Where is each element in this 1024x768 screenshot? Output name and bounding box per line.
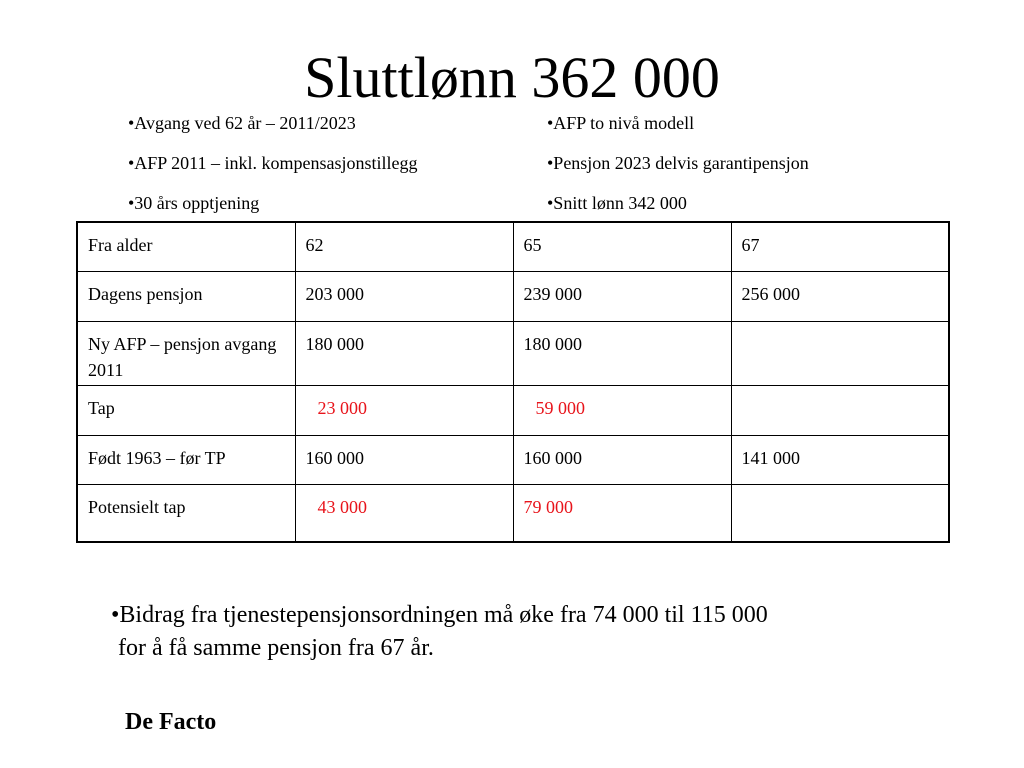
table-cell: 256 000: [731, 271, 949, 321]
table-row: [77, 385, 949, 435]
table-cell: 160 000: [295, 435, 513, 484]
table-cell: Potensielt tap: [77, 484, 295, 542]
table-cell: Fra alder: [77, 222, 295, 271]
table-cell: 239 000: [513, 271, 731, 321]
table-cell: 67: [731, 222, 949, 271]
table-cell: [731, 321, 949, 385]
table-cell: 180 000: [513, 321, 731, 385]
bullet-item: •30 års opptjening: [128, 193, 260, 213]
table-row: [77, 484, 949, 542]
table-cell: [731, 484, 949, 542]
potential-loss-cell: 79 000: [513, 484, 731, 542]
bullet-item: •Snitt lønn 342 000: [547, 193, 687, 213]
table-row: [77, 222, 949, 271]
bullet-item: •AFP to nivå modell: [547, 113, 695, 133]
table-cell: 62: [295, 222, 513, 271]
loss-value-cell: 23 000: [295, 385, 513, 435]
source-label: De Facto: [125, 709, 217, 735]
table-cell: 65: [513, 222, 731, 271]
slide-title: Sluttlønn 362 000: [304, 45, 720, 110]
bullet-list-right: [547, 113, 809, 233]
bullet-item: •Avgang ved 62 år – 2011/2023: [128, 113, 356, 133]
table-row: [77, 435, 949, 484]
table-cell: Født 1963 – før TP: [77, 435, 295, 484]
table-cell: 180 000: [295, 321, 513, 385]
note-line-2: for å få samme pensjon fra 67 år.: [118, 635, 434, 661]
table-row: [77, 271, 949, 321]
table-cell: Dagens pensjon: [77, 271, 295, 321]
bullet-item: •Pensjon 2023 delvis garantipensjon: [547, 153, 809, 173]
table-cell: Tap: [77, 385, 295, 435]
loss-value-cell: 59 000: [513, 385, 731, 435]
note-line-1: •Bidrag fra tjenestepensjonsordningen må øke fra 74 000 til 115 000: [111, 602, 768, 628]
contribution-note: [111, 599, 768, 665]
bullet-list-left: [128, 113, 417, 233]
table-cell: 160 000: [513, 435, 731, 484]
table-cell: 203 000: [295, 271, 513, 321]
potential-loss-cell: 43 000: [295, 484, 513, 542]
table-cell: Ny AFP – pensjon avgang 2011: [77, 321, 295, 385]
bullet-item: •AFP 2011 – inkl. kompensasjonstillegg: [128, 153, 418, 173]
table-row: [77, 321, 949, 385]
pension-table: [76, 221, 950, 543]
table-cell: 141 000: [731, 435, 949, 484]
table-cell: [731, 385, 949, 435]
